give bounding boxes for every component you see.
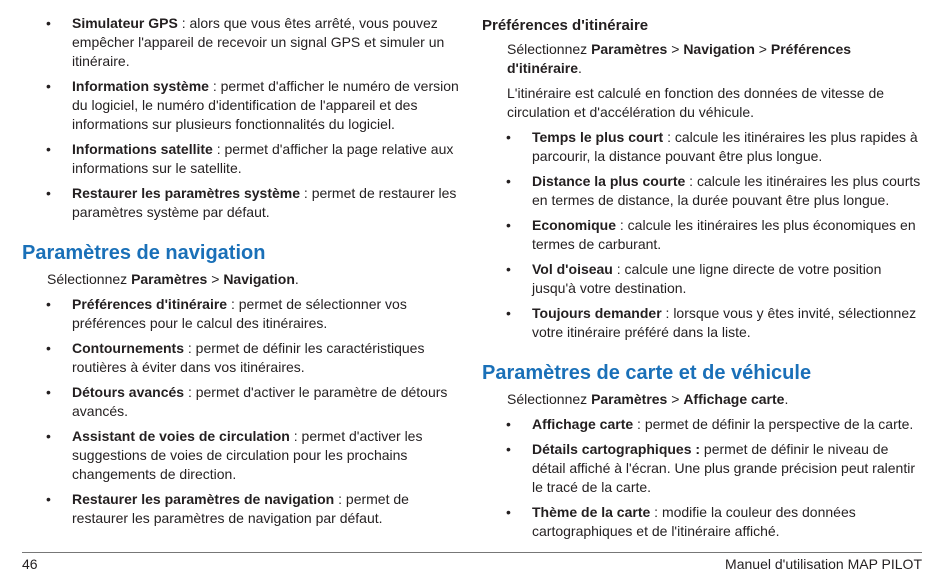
item-term: Vol d'oiseau bbox=[532, 261, 613, 277]
item-description: : calcule les itinéraires les plus économiques en termes de carburant. bbox=[532, 217, 916, 252]
bullet: • bbox=[506, 217, 511, 233]
left-column bbox=[22, 14, 464, 534]
item-description: : permet de sélectionner vos préférences pour le calcul des itinéraires. bbox=[72, 296, 407, 331]
item-term: Information système bbox=[72, 78, 209, 94]
item-description: : permet d'afficher le numéro de version du logiciel, le numéro d'identification de l'appareil et des informations sur plusieurs fonctionnalités du logiciel. bbox=[72, 78, 459, 132]
list-item bbox=[22, 184, 464, 222]
bullet: • bbox=[506, 416, 511, 432]
path-separator: > bbox=[207, 271, 224, 287]
path-separator: > bbox=[667, 391, 684, 407]
item-description: : permet d'activer le paramètre de détours avancés. bbox=[72, 384, 448, 419]
list-item bbox=[22, 339, 464, 377]
bullet: • bbox=[506, 261, 511, 277]
subsection-heading-route-preferences: Préférences d'itinéraire bbox=[482, 17, 649, 34]
path-separator: > bbox=[667, 41, 684, 57]
item-term: Informations satellite bbox=[72, 141, 213, 157]
list-item bbox=[22, 427, 464, 484]
map-settings-list bbox=[482, 415, 922, 541]
bullet: • bbox=[46, 340, 51, 356]
item-term: Restaurer les paramètres de navigation bbox=[72, 491, 335, 507]
list-item bbox=[482, 415, 922, 434]
footer-divider bbox=[22, 552, 922, 553]
bullet: • bbox=[46, 185, 51, 201]
list-item bbox=[482, 440, 922, 497]
list-item bbox=[22, 140, 464, 178]
bullet: • bbox=[46, 491, 51, 507]
item-description: : permet de définir les caractéristiques routières à éviter dans vos itinéraires. bbox=[72, 340, 425, 375]
list-item bbox=[22, 383, 464, 421]
menu-path-route-preferences: Préférences d'itinéraire bbox=[507, 41, 852, 76]
item-term: Restaurer les paramètres système bbox=[72, 185, 301, 201]
list-item bbox=[22, 77, 464, 134]
item-description: : permet d'activer les suggestions de voies de circulation pour les prochains changements de direction. bbox=[72, 428, 423, 482]
bullet: • bbox=[46, 428, 51, 444]
menu-path-navigation: Navigation bbox=[683, 41, 755, 57]
item-description: : modifie la couleur des données cartographiques et de l'itinéraire affiché. bbox=[532, 504, 856, 539]
bullet: • bbox=[46, 15, 51, 31]
list-item bbox=[22, 295, 464, 333]
item-term: Contournements bbox=[72, 340, 184, 356]
page-number: 46 bbox=[22, 556, 38, 572]
item-term: Economique bbox=[532, 217, 617, 233]
list-item bbox=[482, 503, 922, 541]
manual-title: Manuel d'utilisation MAP PILOT bbox=[725, 556, 922, 572]
bullet: • bbox=[506, 173, 511, 189]
intro-text: Sélectionnez bbox=[507, 41, 592, 57]
map-intro bbox=[507, 390, 922, 409]
intro-text: Sélectionnez bbox=[47, 271, 132, 287]
route-calculation-note: L'itinéraire est calculé en fonction des données de vitesse de circulation et d'accélération du véhicule. bbox=[507, 85, 885, 120]
intro-end: . bbox=[294, 271, 299, 287]
item-description: : lorsque vous y êtes invité, sélectionnez votre itinéraire préféré dans la liste. bbox=[532, 305, 917, 340]
item-term: Assistant de voies de circulation bbox=[72, 428, 290, 444]
list-item bbox=[482, 260, 922, 298]
item-description: : permet de restaurer les paramètres de navigation par défaut. bbox=[72, 491, 409, 526]
bullet: • bbox=[46, 78, 51, 94]
system-settings-list bbox=[22, 14, 464, 222]
item-term: Simulateur GPS bbox=[72, 15, 178, 31]
menu-path-navigation: Navigation bbox=[223, 271, 295, 287]
intro-text: Sélectionnez bbox=[507, 391, 592, 407]
list-item bbox=[482, 172, 922, 210]
item-description: permet de définir le niveau de détail affiché à l'écran. Une plus grande précision peut ralentir le tracé de la carte. bbox=[532, 441, 915, 495]
item-description: : calcule une ligne directe de votre position jusqu'à votre destination. bbox=[532, 261, 882, 296]
bullet: • bbox=[46, 141, 51, 157]
item-term: Temps le plus court bbox=[532, 129, 664, 145]
menu-path-map-display: Affichage carte bbox=[683, 391, 785, 407]
path-separator: > bbox=[754, 41, 771, 57]
list-item bbox=[22, 14, 464, 71]
list-item bbox=[482, 304, 922, 342]
list-item bbox=[482, 128, 922, 166]
route-preferences-intro bbox=[507, 40, 922, 78]
item-description: : permet d'afficher la page relative aux informations sur le satellite. bbox=[72, 141, 454, 176]
item-description: : alors que vous êtes arrêté, vous pouvez empêcher l'appareil de recevoir un signal GPS et simuler un itinéraire. bbox=[72, 15, 445, 69]
navigation-intro bbox=[47, 270, 464, 289]
bullet: • bbox=[506, 441, 511, 457]
navigation-settings-list bbox=[22, 295, 464, 528]
bullet: • bbox=[506, 129, 511, 145]
item-term: Distance la plus courte bbox=[532, 173, 686, 189]
item-description: : permet de définir la perspective de la carte. bbox=[633, 416, 914, 432]
item-term: Préférences d'itinéraire bbox=[72, 296, 228, 312]
bullet: • bbox=[46, 296, 51, 312]
item-description: : permet de restaurer les paramètres système par défaut. bbox=[72, 185, 457, 220]
section-heading-map-vehicle: Paramètres de carte et de véhicule bbox=[482, 362, 812, 384]
section-heading-navigation: Paramètres de navigation bbox=[22, 242, 266, 264]
list-item bbox=[22, 490, 464, 528]
menu-path-settings: Paramètres bbox=[591, 41, 668, 57]
item-term: Détails cartographiques : bbox=[532, 441, 701, 457]
item-description: : calcule les itinéraires les plus rapides à parcourir, la distance pouvant être plus longue. bbox=[532, 129, 918, 164]
menu-path-settings: Paramètres bbox=[591, 391, 668, 407]
bullet: • bbox=[506, 504, 511, 520]
bullet: • bbox=[506, 305, 511, 321]
route-preferences-list bbox=[482, 128, 922, 342]
intro-end: . bbox=[578, 60, 582, 76]
item-description: : calcule les itinéraires les plus courts en termes de distance, la durée pouvant être plus longue. bbox=[532, 173, 921, 208]
item-term: Toujours demander bbox=[532, 305, 662, 321]
intro-end: . bbox=[784, 391, 789, 407]
item-term: Détours avancés bbox=[72, 384, 185, 400]
item-term: Thème de la carte bbox=[532, 504, 651, 520]
bullet: • bbox=[46, 384, 51, 400]
menu-path-settings: Paramètres bbox=[131, 271, 208, 287]
list-item bbox=[482, 216, 922, 254]
item-term: Affichage carte bbox=[532, 416, 634, 432]
right-column bbox=[482, 14, 922, 547]
